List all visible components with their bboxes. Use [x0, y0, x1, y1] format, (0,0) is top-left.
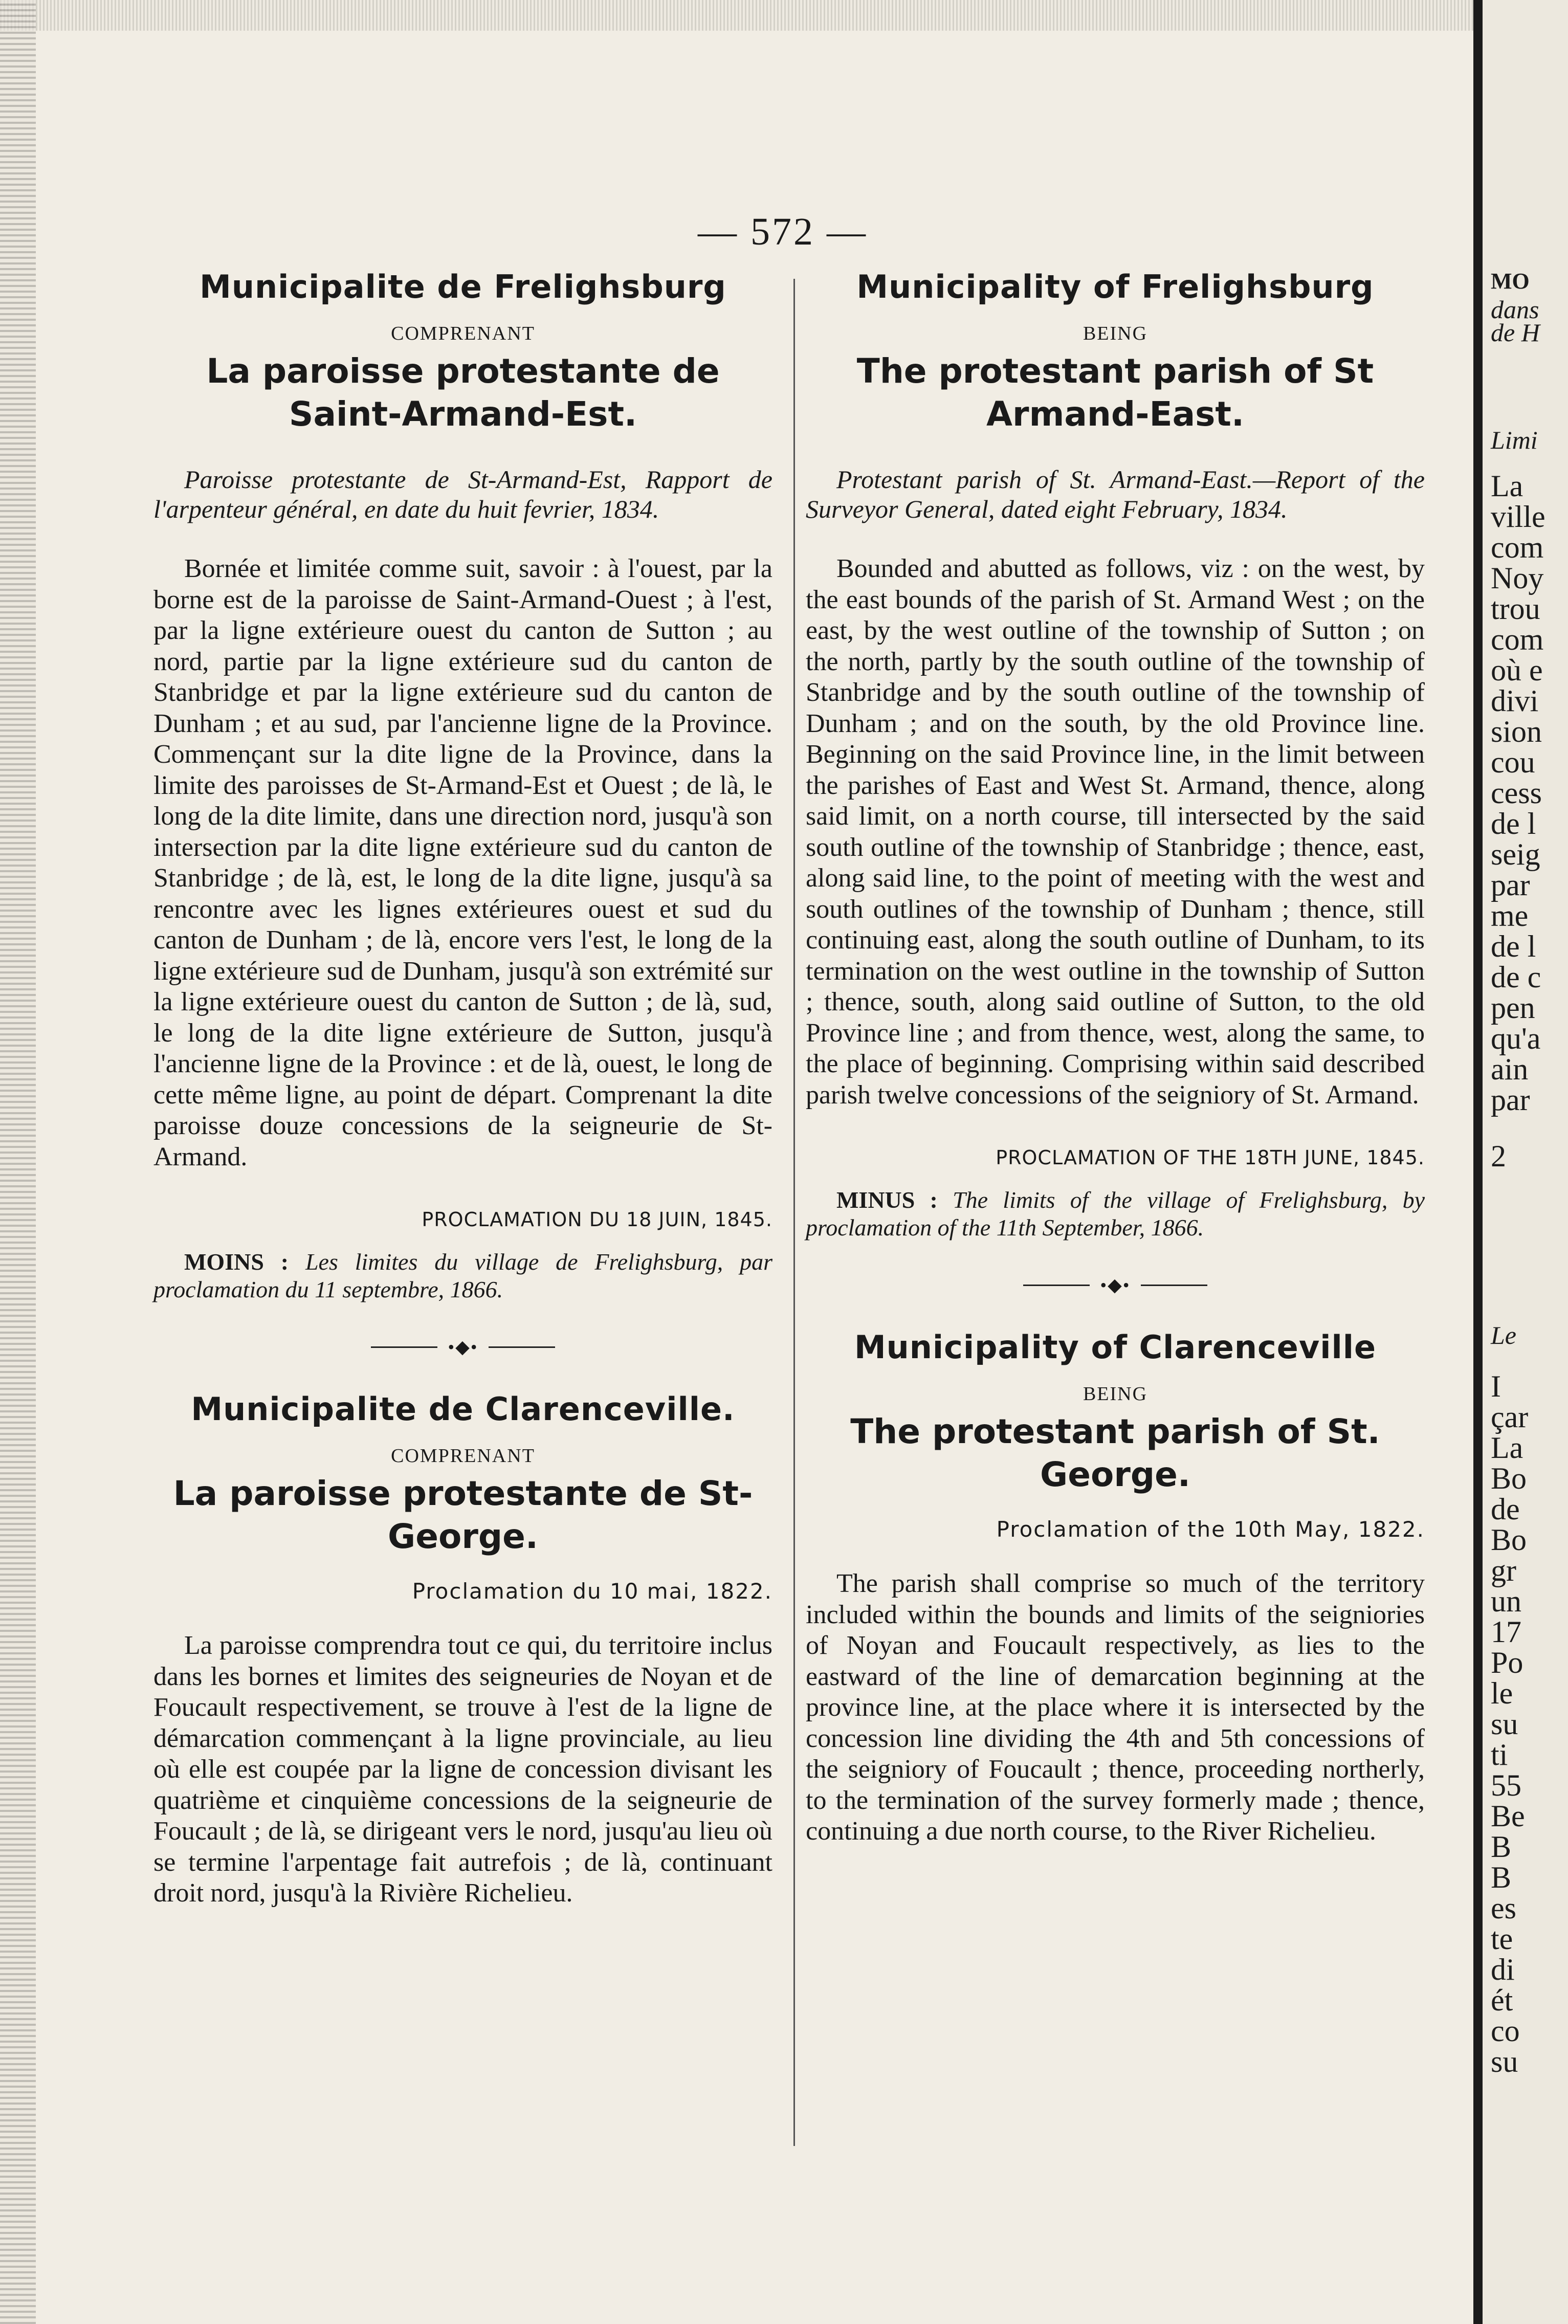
adjacent-page-text: com — [1491, 623, 1544, 656]
adjacent-page-text: qu'a — [1491, 1022, 1541, 1055]
adjacent-page-text: ain — [1491, 1052, 1529, 1086]
adjacent-page-text: Po — [1491, 1646, 1523, 1679]
boundary-description: Bornée et limitée comme suit, savoir : à l'ouest, par la borne est de la paroisse de Saint-Armand-Ouest ; à l'est, par la ligne extérieure ouest du canton de Sutton ; au nord, partie par la ligne extérieure sud du canton de Stanbridge et par la ligne extérieure sud du canton de Dunham ; et au sud, par l'ancienne ligne de la Province. Commençant sur la dite ligne de la Province, dans la limite des paroisses de St-Armand-Est et Ouest ; de là, le long de la dite limite, dans une direction nord, jusqu'à son intersection par la dite ligne extérieure sud du canton de Stanbridge ; de là, est, le long de la dite ligne, jusqu'à sa rencontre avec les lignes extérieures ouest et sud du canton de Dunham ; de là, encore vers l'est, le long de la ligne extérieure sud de Dunham, jusqu'à son extrémité sur la ligne extérieure ouest du canton de Sutton ; de là, sud, le long de la dite ligne extérieure de Sutton, jusqu'à l'ancienne ligne de la Province : et de là, ouest, le long de cette même ligne, au point de départ. Comprenant la dite paroisse douze concessions de la seigneurie de St-Armand. — [153, 554, 772, 1171]
exclusion-note — [153, 1248, 772, 1303]
adjacent-page-text: de H — [1491, 318, 1540, 347]
scan-edge-left — [0, 0, 36, 2324]
adjacent-page-text: çar — [1491, 1400, 1529, 1434]
boundary-description-2: The parish shall comprise so much of the territory included within the bounds and limits of the seigniories of Noyan and Foucault respectively, as lies to the eastward of the line of demarcation beginning at the province line, at the place where it is intersected by the concession line dividing the 4th and 5th concessions of the seigniory of Foucault ; thence, proceeding northerly, to the termination of the survey formerly made ; thence, continuing a due north course, to the River Richelieu. — [806, 1569, 1425, 1846]
section-ornament: •◆• — [371, 1339, 555, 1355]
kicker-label: BEING — [1083, 323, 1148, 344]
adjacent-page-text: La — [1491, 469, 1523, 503]
adjacent-page-text: cess — [1491, 776, 1542, 810]
adjacent-page-text: Noy — [1491, 561, 1544, 595]
boundary-description: Bounded and abutted as follows, viz : on the west, by the east bounds of the parish of St. Armand West ; on the east, by the west outline of the township of Sutton ; on the north, partly by the south outline of the township of Stanbridge and by the south outline of the township of Dunham ; and on the south, by the old Province line. Beginning on the said Province line, in the limit between the parishes of East and West St. Armand, thence, along said limit, on a north course, till intersected by the said south outline of the township of Stanbridge ; thence, east, along said line, to the point of meeting with the west and south outlines of the township of Dunham ; thence, still continuing east, along the south outline of Dunham, to its termination on the west outline in the township of Sutton ; thence, south, along said outline of Sutton, to the old Province line ; and from thence, west, along the same, to the place of beginning. Comprising within said described parish twelve concessions of the seigniory of St. Armand. — [806, 554, 1425, 1110]
adjacent-page-text: trou — [1491, 592, 1540, 626]
adjacent-page-text: pen — [1491, 991, 1535, 1025]
parish-title: The protestant parish of St Armand-East. — [856, 351, 1374, 434]
adjacent-page-text: es — [1491, 1891, 1516, 1925]
column-divider — [793, 279, 795, 2146]
exclusion-note — [806, 1186, 1425, 1242]
adjacent-page-text: ét — [1491, 1983, 1513, 2017]
proclamation-date-2: Proclamation du 10 mai, 1822. — [412, 1579, 772, 1604]
exclusion-text: Les limites du village de Frelighsburg, par proclamation du 11 septembre, 1866. — [153, 1249, 772, 1302]
municipality-title: Municipality of Frelighsburg — [856, 268, 1374, 305]
english-column — [806, 266, 1425, 1847]
parish-title-2: The protestant parish of St. George. — [850, 1412, 1380, 1494]
municipality-title: Municipalite de Frelighsburg — [200, 268, 726, 305]
adjacent-page-text: B — [1491, 1861, 1512, 1894]
municipality-title-2: Municipality of Clarenceville — [854, 1329, 1377, 1366]
boundary-description-2: La paroisse comprendra tout ce qui, du territoire inclus dans les bornes et limites des seigneuries de Noyan et de Foucault respectivement, se trouve à l'est de la ligne de démarcation commençant à la ligne provinciale, au lieu où elle est coupée par la ligne de concession divisant les quatrième et cinquième concessions de la seigneurie de Foucault ; de là, se dirigeant vers le nord, jusqu'au lieu où se termine l'arpentage fait autrefois ; de là, continuant droit nord, jusqu'à la Rivière Richelieu. — [153, 1631, 772, 1908]
adjacent-page-text: I — [1491, 1369, 1501, 1403]
adjacent-page-text: dans — [1491, 295, 1539, 324]
page-number: — 572 — — [698, 210, 868, 253]
adjacent-page-text: su — [1491, 2045, 1518, 2078]
scan-edge-top — [0, 0, 1473, 31]
parish-title-2: La paroisse protestante de St-George. — [173, 1474, 753, 1556]
adjacent-page-text: ville — [1491, 500, 1545, 534]
adjacent-page-text: seig — [1491, 837, 1540, 871]
adjacent-page-text: cou — [1491, 745, 1535, 779]
proclamation-date-2: Proclamation of the 10th May, 1822. — [996, 1517, 1425, 1542]
adjacent-page-text: gr — [1491, 1554, 1516, 1587]
adjacent-page-text: un — [1491, 1584, 1521, 1618]
adjacent-page-text: Le — [1491, 1321, 1516, 1349]
adjacent-page-text: où e — [1491, 653, 1543, 687]
adjacent-page-text: 17 — [1491, 1615, 1521, 1649]
exclusion-text: The limits of the village of Frelighsburg, by proclamation of the 11th September, 1866. — [806, 1187, 1425, 1241]
adjacent-page-text: de — [1491, 1492, 1520, 1526]
proclamation-date: PROCLAMATION DU 18 JUIN, 1845. — [422, 1208, 772, 1231]
adjacent-page-text: com — [1491, 530, 1544, 564]
adjacent-page-text: La — [1491, 1431, 1523, 1465]
adjacent-page-text: par — [1491, 1083, 1530, 1117]
adjacent-page-text: 55 — [1491, 1768, 1521, 1802]
proclamation-date: PROCLAMATION OF THE 18TH JUNE, 1845. — [996, 1146, 1425, 1169]
adjacent-page-text: co — [1491, 2014, 1520, 2048]
adjacent-page-text: su — [1491, 1707, 1518, 1741]
adjacent-page-text: ti — [1491, 1738, 1508, 1772]
parish-title: La paroisse protestante de Saint-Armand-Est. — [206, 351, 720, 434]
kicker-label-2: BEING — [1083, 1383, 1148, 1405]
kicker-label: COMPRENANT — [391, 323, 535, 344]
adjacent-page-text: Limi — [1491, 426, 1538, 454]
adjacent-page-text: Bo — [1491, 1462, 1527, 1495]
adjacent-page-text: divi — [1491, 684, 1539, 718]
adjacent-page-text: de c — [1491, 960, 1541, 994]
adjacent-page-text: sion — [1491, 715, 1542, 748]
adjacent-page-text: 2 — [1491, 1139, 1506, 1173]
adjacent-page-text: MO — [1491, 269, 1530, 294]
adjacent-page-text: te — [1491, 1922, 1513, 1956]
adjacent-page-text: par — [1491, 868, 1530, 902]
french-column — [153, 266, 772, 1909]
exclusion-label: MINUS : — [836, 1187, 938, 1213]
adjacent-page-text: de l — [1491, 929, 1536, 963]
adjacent-page-text: Bo — [1491, 1523, 1527, 1557]
exclusion-label: MOINS : — [184, 1249, 289, 1275]
municipality-title-2: Municipalite de Clarenceville. — [191, 1390, 735, 1428]
adjacent-page-text: di — [1491, 1953, 1515, 1986]
adjacent-page-text: de l — [1491, 807, 1536, 840]
adjacent-page-text: le — [1491, 1676, 1513, 1710]
adjacent-page-text: B — [1491, 1830, 1512, 1864]
report-citation: Protestant parish of St. Armand-East.—Report of the Surveyor General, dated eight February, 1834. — [806, 465, 1425, 523]
section-ornament: •◆• — [1023, 1277, 1207, 1293]
report-citation: Paroisse protestante de St-Armand-Est, Rapport de l'arpenteur général, en date du huit fevrier, 1834. — [153, 465, 772, 523]
adjacent-page-text: Be — [1491, 1799, 1525, 1833]
adjacent-page-fragment — [1483, 0, 1568, 2324]
kicker-label-2: COMPRENANT — [391, 1445, 535, 1467]
adjacent-page-text: me — [1491, 899, 1529, 933]
